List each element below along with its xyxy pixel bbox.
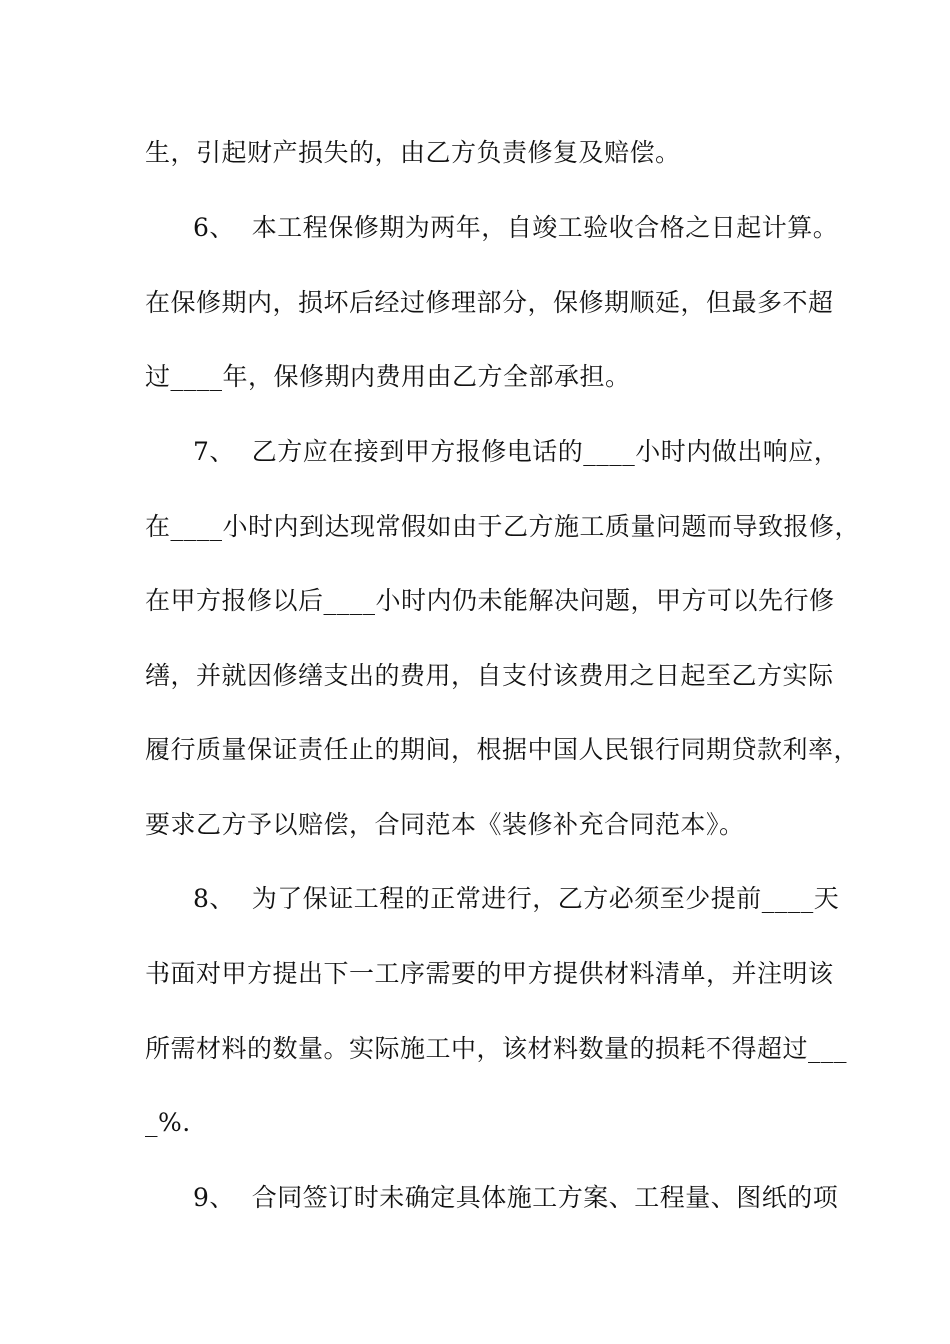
text-line: 要求乙方予以赔偿，合同范本《装修补充合同范本》。 (145, 810, 745, 839)
clause-8-line: 8、 为了保证工程的正常进行，乙方必须至少提前____天 (193, 884, 840, 913)
clause-9-line: 9、 合同签订时未确定具体施工方案、工程量、图纸的项 (193, 1183, 839, 1212)
text-line: 书面对甲方提出下一工序需要的甲方提供材料清单，并注明该 (145, 959, 834, 988)
text-line: 履行质量保证责任止的期间，根据中国人民银行同期贷款利率， (145, 735, 860, 764)
text-line: 在保修期内，损坏后经过修理部分，保修期顺延，但最多不超 (145, 288, 834, 317)
text-line: 所需材料的数量。实际施工中，该材料数量的损耗不得超过___ (145, 1034, 848, 1063)
clause-6-line: 6、 本工程保修期为两年，自竣工验收合格之日起计算。 (193, 213, 839, 242)
text-line: 生，引起财产损失的，由乙方负责修复及赔偿。 (145, 138, 681, 167)
text-line: _%. (145, 1108, 191, 1137)
text-line: 过____年，保修期内费用由乙方全部承担。 (145, 362, 631, 391)
text-line: 缮，并就因修缮支出的费用，自支付该费用之日起至乙方实际 (145, 661, 834, 690)
text-line: 在甲方报修以后____小时内仍未能解决问题，甲方可以先行修 (145, 586, 835, 615)
text-line: 在____小时内到达现常假如由于乙方施工质量问题而导致报修， (145, 512, 861, 541)
clause-7-line: 7、 乙方应在接到甲方报修电话的____小时内做出响应， (193, 437, 840, 466)
